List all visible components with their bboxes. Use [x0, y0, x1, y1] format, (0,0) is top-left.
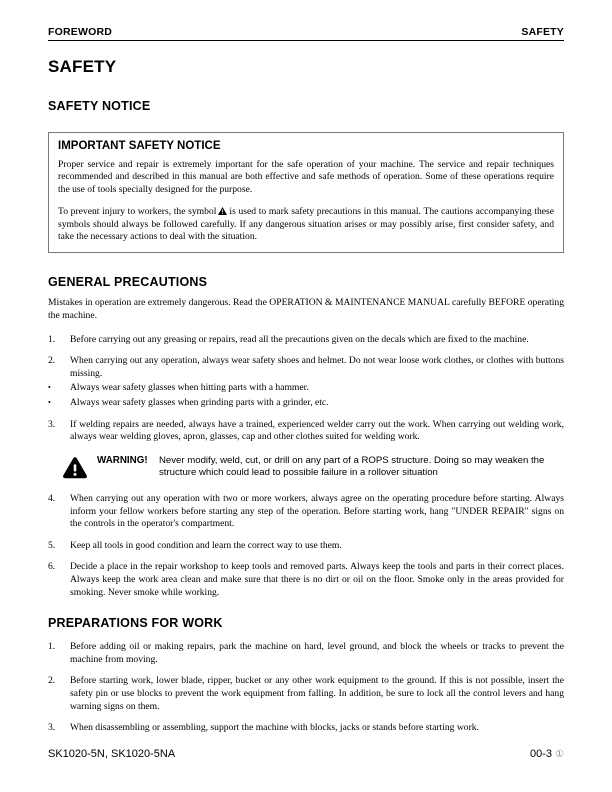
header-left-label: FOREWORD: [48, 26, 113, 38]
list-item: [48, 722, 564, 735]
warning-triangle-icon: [218, 207, 227, 215]
list-marker: 2.: [48, 675, 56, 687]
header-right-label: SAFETY: [521, 26, 564, 38]
notice-paragraph-2-part-2: is used to mark safety precautions in this manual. The cautions accompanying these symbols should always be followed carefully. If any dangerous situation arises or may possibly arise, first consider safety, and take the necessary actions to deal with the situation.: [58, 206, 554, 243]
notice-paragraph-2-part-1: To prevent injury to workers, the symbol: [58, 206, 217, 218]
running-header: [48, 26, 564, 41]
list-item: [48, 334, 564, 347]
list-item: [48, 675, 564, 713]
list-item-text: When carrying out any operation, always wear safety shoes and helmet. Do not wear loose work clothes, or clothes with buttons missing.: [70, 355, 564, 379]
list-item-text: Before starting work, lower blade, ripper, bucket or any other work equipment to the ground. If this is not possible, insert the safety pin or use blocks to prevent the work equipment from falling. In addition, be sure to lock all the control levers and hang warning signs on them.: [70, 675, 564, 712]
list-item: [48, 561, 564, 599]
list-marker: 2.: [48, 355, 56, 367]
list-item-text: Before adding oil or making repairs, park the machine on hard, level ground, and block the wheels or tracks to prevent the machine from moving.: [70, 641, 564, 665]
list-marker: •: [48, 383, 51, 393]
warning-triangle-icon: [62, 455, 88, 479]
list-marker: 5.: [48, 539, 56, 551]
list-item-text: When carrying out any operation with two or more workers, always agree on the operating procedure before starting. Always inform your fellow workers before starting any step of the operation. Before starting work, hang "UNDER REPAIR" signs on the controls in the operator's compartment.: [70, 492, 564, 530]
section-heading-general-precautions: GENERAL PRECAUTIONS: [48, 275, 208, 290]
list-item: [48, 382, 564, 395]
footer-model-numbers: SK1020-5N, SK1020-5NA: [48, 748, 176, 760]
list-marker: •: [48, 398, 51, 407]
list-item-text: Always wear safety glasses when grinding parts with a grinder, etc.: [70, 397, 329, 408]
section-heading-preparations-for-work: PREPARATIONS FOR WORK: [48, 616, 223, 631]
general-precautions-intro: Mistakes in operation are extremely dangerous. Read the OPERATION & MAINTENANCE MANUAL carefully BEFORE operating the machine.: [48, 297, 564, 322]
list-marker: 3.: [48, 418, 56, 430]
list-marker: 1.: [48, 641, 56, 653]
list-marker: 6.: [48, 561, 56, 573]
list-item-text: When disassembling or assembling, support the machine with blocks, jacks or stands before starting work.: [70, 722, 479, 734]
page-footer: [48, 748, 564, 760]
general-precautions-list: [48, 334, 564, 600]
list-marker: 4.: [48, 492, 56, 504]
important-safety-notice-box: [48, 132, 564, 253]
footer-page-number-group: [530, 748, 564, 760]
warning-label: WARNING!: [97, 454, 148, 466]
list-marker: 3.: [48, 722, 56, 734]
list-item: [48, 641, 564, 666]
notice-paragraph-1: Proper service and repair is extremely important for the safe operation of your machine. The service and repair techniques recommended and described in this manual are both effective and safe methods of operation. Some of these operations require the use of tools specially designed for the purpose.: [58, 159, 554, 195]
warning-callout: [62, 455, 564, 480]
section-heading-safety-notice: SAFETY NOTICE: [48, 99, 151, 113]
notice-box-heading: IMPORTANT SAFETY NOTICE: [58, 140, 221, 152]
page-title: SAFETY: [48, 57, 117, 76]
list-item: [48, 493, 564, 531]
list-item-text: Before carrying out any greasing or repairs, read all the precautions given on the decals which are fixed to the machine.: [70, 333, 529, 345]
list-item: [48, 540, 564, 553]
list-marker: 1.: [48, 333, 56, 345]
list-item-text: If welding repairs are needed, always have a trained, experienced welder carry out the work. When carrying out welding work, always wear welding gloves, apron, glasses, cap and other clothes suited for welding work.: [70, 418, 564, 443]
warning-text: Never modify, weld, cut, or drill on any part of a ROPS structure. Doing so may weaken the structure which could lead to possible failure in a rollover situation: [159, 454, 545, 479]
preparations-list: [48, 641, 564, 735]
notice-paragraph-2: [58, 206, 554, 243]
list-item-text: Always wear safety glasses when hitting parts with a hammer.: [70, 382, 309, 394]
list-item: [48, 355, 564, 380]
list-item-text: Decide a place in the repair workshop to keep tools and removed parts. Always keep the tools and parts in their correct places. Always keep the work area clean and make sure that there is no dirt or oil on the floor. Smoke only in the areas provided for smoking. Never smoke while working.: [70, 561, 564, 598]
revision-mark-icon: ①: [555, 749, 564, 760]
list-item-text: Keep all tools in good condition and learn the correct way to use them.: [70, 539, 342, 551]
footer-page-number: 00-3: [530, 748, 553, 760]
list-item: [48, 419, 564, 444]
list-item: [48, 397, 564, 410]
